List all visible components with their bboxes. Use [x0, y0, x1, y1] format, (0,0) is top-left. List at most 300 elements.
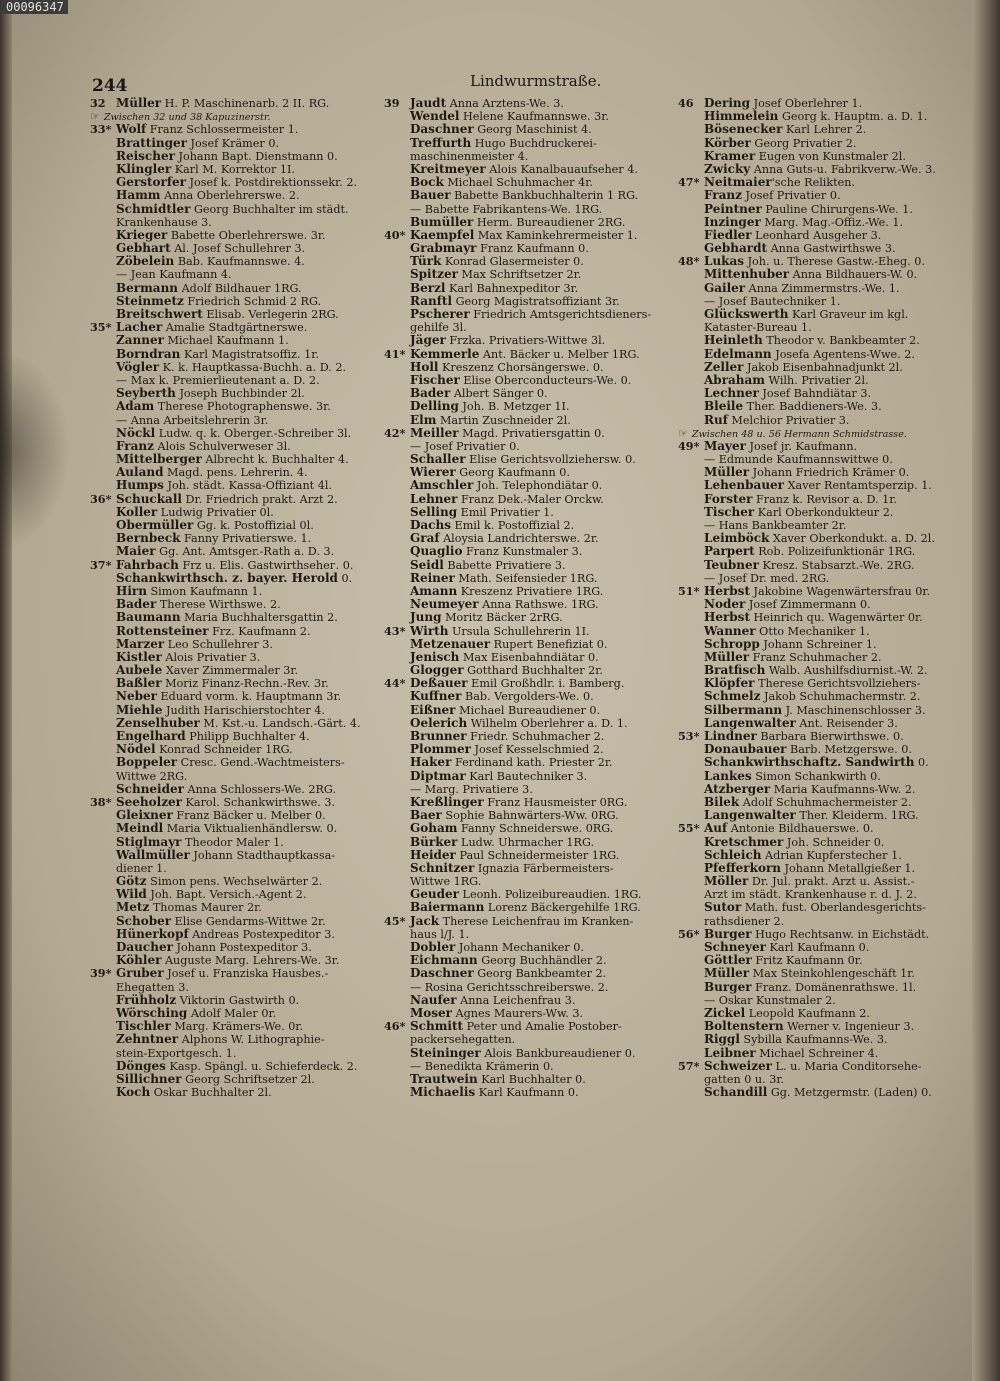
- resident-name: Deßauer: [410, 677, 468, 691]
- directory-entry: [678, 137, 970, 150]
- resident-detail: maschinenmeister 4.: [410, 149, 529, 163]
- resident-detail: Anna Schlossers-We. 2RG.: [183, 782, 337, 796]
- resident-detail: Georg Buchhändler 2.: [477, 954, 607, 968]
- resident-name: Neumeyer: [410, 598, 479, 612]
- resident-name: Brattinger: [116, 136, 187, 150]
- resident-name: Burger: [704, 927, 752, 941]
- paper-clip-shadow: [0, 350, 70, 550]
- resident-detail: Josef Bahndiätar 3.: [758, 387, 872, 401]
- directory-entry: [90, 638, 378, 651]
- resident-detail: Andreas Postexpeditor 3.: [188, 927, 335, 941]
- resident-detail: Adolf Schuhmachermeister 2.: [739, 795, 912, 809]
- resident-name: Mayer: [704, 439, 746, 453]
- resident-name: Bader: [116, 598, 157, 612]
- resident-name: Zehntner: [116, 1033, 179, 1047]
- house-number: 38*: [90, 795, 112, 809]
- resident-detail: Elise Gendarms-Wittwe 2r.: [171, 914, 326, 928]
- resident-name: Lukas: [704, 255, 745, 269]
- resident-detail: Marg. Mag.-Offiz.-We. 1.: [760, 215, 904, 229]
- resident-name: Hamm: [116, 189, 161, 203]
- resident-name: Schleich: [704, 848, 762, 862]
- resident-detail: Philipp Buchhalter 4.: [185, 730, 310, 743]
- resident-detail: Therese Wirthswe. 2.: [156, 598, 281, 612]
- directory-entry: [384, 1033, 676, 1046]
- scan-id-label: 00096347: [2, 0, 68, 14]
- resident-name: Naufer: [410, 993, 457, 1007]
- resident-name: Müller: [704, 466, 750, 480]
- house-number: 57*: [678, 1059, 700, 1073]
- directory-entry: [90, 572, 378, 585]
- resident-detail: — Oskar Kunstmaler 2.: [704, 993, 836, 1007]
- house-number: 51*: [678, 584, 700, 598]
- house-number: 37*: [90, 558, 112, 572]
- resident-detail: Leonh. Polizeibureaudien. 1RG.: [458, 888, 642, 902]
- resident-detail: Joh. B. Metzger 1I.: [458, 400, 570, 414]
- house-number: 40*: [384, 228, 406, 242]
- resident-name: Auf: [704, 822, 728, 836]
- directory-entry: [678, 822, 970, 835]
- resident-detail: Frz. Kaufmann 2.: [208, 624, 311, 638]
- house-number: 49*: [678, 439, 700, 453]
- directory-entry: [90, 809, 378, 822]
- resident-name: Bratfisch: [704, 664, 766, 678]
- directory-entry: [678, 783, 970, 796]
- resident-detail: Zwischen 48 u. 56 Hermann Schmidstrasse.: [691, 428, 907, 440]
- resident-name: Plommer: [410, 743, 471, 757]
- resident-name: Türk: [410, 255, 442, 269]
- directory-entry: [90, 730, 378, 743]
- resident-detail: Melchior Privatier 3.: [727, 413, 850, 427]
- resident-name: Eichmann: [410, 954, 478, 968]
- resident-detail: Elise Oberconducteurs-We. 0.: [459, 373, 632, 387]
- directory-entry: [384, 97, 676, 110]
- directory-entry: [384, 216, 676, 229]
- resident-name: Ruf: [704, 413, 728, 427]
- directory-entry: [90, 822, 378, 835]
- resident-detail: Pauline Chirurgens-We. 1.: [761, 202, 913, 216]
- resident-name: Hirn: [116, 584, 147, 598]
- resident-detail: Karl Kaufmann 0.: [475, 1086, 579, 1100]
- resident-name: Humps: [116, 479, 164, 493]
- resident-detail: Zwischen 32 und 38 Kapuzinerstr.: [103, 112, 271, 124]
- resident-detail: Xaver Rentamtsperzip. 1.: [784, 479, 932, 493]
- resident-detail: Konrad Schneider 1RG.: [155, 743, 293, 757]
- directory-entry: [678, 519, 970, 532]
- resident-detail: Barbara Bierwirthswe. 0.: [756, 730, 904, 743]
- resident-detail: — Josef Privatier 0.: [410, 439, 520, 453]
- resident-detail: — Anna Arbeitslehrerin 3r.: [116, 413, 269, 427]
- resident-detail: Antonie Bildhauerswe. 0.: [727, 822, 874, 836]
- resident-detail: Ant. Reisender 3.: [795, 716, 898, 730]
- resident-detail: — Rosina Gerichtsschreiberswe. 2.: [410, 980, 609, 994]
- resident-name: Kretschmer: [704, 835, 784, 849]
- resident-detail: Ehegatten 3.: [116, 980, 189, 994]
- resident-detail: Max Kaminkehrermeister 1.: [474, 228, 638, 242]
- resident-detail: 'sche Relikten.: [771, 176, 856, 190]
- directory-entry: [678, 677, 970, 690]
- resident-name: Müller: [704, 650, 750, 664]
- directory-entry: [384, 348, 676, 361]
- resident-name: Noder: [704, 598, 746, 612]
- directory-entry: [90, 994, 378, 1007]
- resident-detail: K. k. Hauptkassa-Buchh. a. D. 2.: [159, 360, 347, 374]
- house-number: 47*: [678, 176, 700, 190]
- directory-entry: [384, 427, 676, 440]
- directory-entry: [90, 796, 378, 809]
- resident-detail: stein-Exportgesch. 1.: [116, 1046, 237, 1060]
- resident-name: Kreßlinger: [410, 795, 484, 809]
- directory-entry: [678, 348, 970, 361]
- resident-detail: Cresc. Gend.-Wachtmeisters-: [177, 756, 345, 770]
- directory-entry: [384, 203, 676, 216]
- directory-entry: [678, 414, 970, 427]
- resident-name: Treffurth: [410, 136, 472, 150]
- directory-entry: [678, 189, 970, 202]
- directory-entry: [90, 611, 378, 624]
- directory-entry: [384, 888, 676, 901]
- resident-detail: Moriz Finanz-Rechn.-Rev. 3r.: [161, 677, 329, 691]
- resident-name: Körber: [704, 136, 751, 150]
- resident-name: Schankwirthschaftz. Sandwirth: [704, 756, 915, 770]
- resident-name: Dobler: [410, 941, 456, 954]
- resident-detail: Karl Magistratsoffiz. 1r.: [180, 347, 319, 361]
- resident-name: Nödel: [116, 743, 156, 757]
- resident-name: Rottensteiner: [116, 624, 209, 638]
- resident-detail: Ludw. Uhrmacher 1RG.: [457, 835, 595, 849]
- resident-detail: Therese Leichenfrau im Kranken-: [439, 914, 634, 928]
- resident-detail: Adolf Maler 0r.: [187, 1006, 277, 1020]
- directory-entry: [384, 770, 676, 783]
- directory-entry: [90, 967, 378, 980]
- directory-entry: [90, 295, 378, 308]
- resident-name: Zenselhuber: [116, 716, 200, 730]
- resident-detail: — Edmunde Kaufmannswittwe 0.: [704, 453, 893, 467]
- resident-detail: Al. Josef Schullehrer 3.: [170, 242, 306, 256]
- resident-detail: Friedr. Schuhmacher 2.: [466, 730, 605, 743]
- directory-entry: [90, 506, 378, 519]
- resident-detail: Aloysia Landrichterswe. 2r.: [439, 532, 599, 546]
- resident-detail: Michael Kaufmann 1.: [163, 334, 289, 348]
- resident-name: Schaller: [410, 453, 466, 467]
- resident-name: Tischler: [116, 1020, 171, 1034]
- directory-entry: [90, 308, 378, 321]
- directory-entry: [678, 572, 970, 585]
- pointing-hand-icon: ☞: [90, 110, 100, 124]
- resident-name: Tischer: [704, 505, 755, 519]
- resident-name: Schober: [116, 914, 172, 928]
- resident-detail: Paul Schneidermeister 1RG.: [455, 848, 620, 862]
- resident-detail: — Benedikta Krämerin 0.: [410, 1059, 554, 1073]
- directory-entry: [90, 1047, 378, 1060]
- resident-name: Zeller: [704, 360, 744, 374]
- directory-entry: [90, 928, 378, 941]
- resident-name: Gerstorfer: [116, 176, 186, 190]
- resident-detail: Eduard vorm. k. Hauptmann 3r.: [156, 690, 342, 704]
- directory-entry: [90, 479, 378, 492]
- house-number: 43*: [384, 624, 406, 638]
- resident-name: Steinmetz: [116, 294, 184, 308]
- directory-entry: [384, 163, 676, 176]
- directory-entry: [678, 506, 970, 519]
- resident-detail: Michael Schuhmacher 4r.: [443, 176, 593, 190]
- resident-detail: Math. Seifensieder 1RG.: [454, 571, 598, 585]
- directory-entry: [678, 361, 970, 374]
- directory-entry: [90, 493, 378, 506]
- directory-entry: [678, 836, 970, 849]
- directory-entry: [90, 229, 378, 242]
- resident-detail: Ther. Kleiderm. 1RG.: [795, 809, 919, 823]
- house-number: 44*: [384, 677, 406, 691]
- resident-name: Diptmar: [410, 769, 466, 783]
- directory-entry: [90, 756, 378, 769]
- resident-detail: Frz u. Elis. Gastwirthsehег. 0.: [178, 558, 354, 572]
- directory-entry: [678, 308, 970, 321]
- directory-entry: [678, 796, 970, 809]
- directory-entry: [384, 308, 676, 321]
- directory-entry: [678, 849, 970, 862]
- directory-entry: [90, 216, 378, 229]
- resident-detail: Hugo Rechtsanw. in Eichstädt.: [751, 927, 930, 941]
- directory-entry: [90, 440, 378, 453]
- resident-name: Neber: [116, 690, 157, 704]
- directory-entry: [90, 532, 378, 545]
- resident-detail: Wittwe 1RG.: [410, 875, 482, 889]
- directory-entry: [678, 1020, 970, 1033]
- resident-detail: Marg. Krämers-We. 0r.: [170, 1020, 304, 1034]
- resident-name: Adam: [116, 400, 155, 414]
- resident-name: Wierer: [410, 466, 456, 480]
- resident-detail: Kataster-Bureau 1.: [704, 321, 812, 335]
- resident-detail: Amalie Stadtgärtnerswe.: [162, 321, 308, 335]
- house-number: 39*: [90, 967, 112, 981]
- resident-detail: Xaver Oberkondukt. a. D. 2l.: [769, 532, 935, 546]
- directory-entry: [90, 1086, 378, 1099]
- directory-entry: [384, 479, 676, 492]
- resident-name: Borndran: [116, 347, 181, 361]
- resident-detail: 0.: [914, 756, 929, 770]
- resident-detail: — Hans Bankbeamter 2r.: [704, 519, 847, 532]
- resident-name: Wörsching: [116, 1006, 188, 1020]
- resident-name: Berzl: [410, 281, 446, 295]
- resident-name: Schropp: [704, 637, 760, 651]
- resident-detail: Anna Arztens-We. 3.: [446, 97, 564, 110]
- resident-detail: Ludw. q. k. Oberger.-Schreiber 3l.: [155, 426, 352, 440]
- directory-entry: [384, 783, 676, 796]
- resident-detail: Barb. Metzgerswe. 0.: [786, 743, 912, 757]
- resident-detail: Albrecht k. Buchhalter 4.: [201, 453, 349, 467]
- house-number: 32: [90, 97, 106, 110]
- resident-detail: Anna Zimmermstrs.-We. 1.: [745, 281, 900, 295]
- resident-detail: Wittwe 2RG.: [116, 769, 188, 783]
- resident-detail: Dr. Friedrich prakt. Arzt 2.: [181, 492, 338, 506]
- resident-detail: Josef Krämer 0.: [186, 136, 279, 150]
- resident-detail: M. Kst.-u. Landsch.-Gärt. 4.: [199, 716, 361, 730]
- resident-name: Himmelein: [704, 110, 779, 124]
- house-number: 55*: [678, 822, 700, 836]
- resident-name: Auland: [116, 466, 164, 480]
- resident-name: Baumann: [116, 611, 181, 625]
- resident-name: Kramer: [704, 149, 756, 163]
- resident-detail: — Babette Fabrikantens-We. 1RG.: [410, 202, 603, 216]
- resident-detail: Herm. Bureaudiener 2RG.: [473, 215, 626, 229]
- directory-entry: [678, 717, 970, 730]
- directory-entry: [678, 1007, 970, 1020]
- resident-detail: Fritz Kaufmann 0r.: [751, 954, 863, 968]
- resident-detail: — Jean Kaufmann 4.: [116, 268, 232, 282]
- resident-detail: Arzt im städt. Krankenhause r. d. J. 2.: [704, 888, 917, 902]
- directory-entry: [678, 704, 970, 717]
- resident-name: Bösenecker: [704, 123, 783, 137]
- directory-entry: [384, 849, 676, 862]
- resident-detail: Anna Rathswe. 1RG.: [478, 598, 599, 612]
- directory-entry: [384, 229, 676, 242]
- directory-entry: [90, 137, 378, 150]
- resident-name: Dönges: [116, 1059, 166, 1073]
- resident-name: Pfefferkorn: [704, 861, 781, 875]
- resident-detail: Josef k. Postdirektionssekr. 2.: [185, 176, 358, 190]
- directory-entry: [90, 361, 378, 374]
- resident-name: Eißner: [410, 703, 456, 717]
- resident-detail: Karol. Schankwirthswe. 3.: [182, 795, 336, 809]
- resident-detail: Frzka. Privatiers-Wittwe 3l.: [445, 334, 606, 348]
- directory-entry: [678, 625, 970, 638]
- resident-name: Müller: [116, 97, 162, 110]
- resident-detail: Theodor v. Bankbeamter 2.: [762, 334, 920, 348]
- resident-detail: Alphons W. Lithographie-: [178, 1033, 325, 1047]
- resident-detail: Leo Schullehrer 3.: [164, 637, 273, 651]
- resident-name: Peintner: [704, 202, 762, 216]
- resident-detail: Franz Schuhmacher 2.: [749, 650, 882, 664]
- resident-name: Zanner: [116, 334, 164, 348]
- resident-name: Riggl: [704, 1033, 740, 1047]
- resident-detail: Franz k. Revisor a. D. 1r.: [752, 492, 897, 506]
- resident-detail: Therese Photographenswe. 3r.: [154, 400, 331, 414]
- resident-detail: Maria Buchhaltersgattin 2.: [180, 611, 338, 625]
- directory-entry: [678, 1060, 970, 1073]
- resident-name: Breitschwert: [116, 308, 203, 321]
- directory-entry: [678, 611, 970, 624]
- resident-detail: Johann Bapt. Dienstmann 0.: [174, 149, 338, 163]
- resident-detail: Johann Stadthauptkassa-: [189, 848, 336, 862]
- resident-name: Jaudt: [410, 97, 447, 110]
- directory-entry: [384, 756, 676, 769]
- resident-detail: Franz Dek.-Maler Orckw.: [457, 492, 604, 506]
- resident-detail: Karl Kaufmann 0.: [766, 941, 870, 954]
- directory-entry: [384, 361, 676, 374]
- directory-entry: [678, 97, 970, 110]
- resident-detail: Josef jr. Kaufmann.: [746, 439, 858, 453]
- directory-entry: [678, 110, 970, 123]
- directory-entry: [384, 1060, 676, 1073]
- directory-entry: [384, 901, 676, 914]
- directory-entry: [678, 216, 970, 229]
- directory-entry: [678, 994, 970, 1007]
- page-right-edge: [972, 0, 1000, 1381]
- resident-name: Lechner: [704, 387, 759, 401]
- directory-entry: [90, 1060, 378, 1073]
- directory-entry: [384, 836, 676, 849]
- resident-detail: Heinrich qu. Wagenwärter 0r.: [749, 611, 923, 625]
- resident-name: Amschler: [410, 479, 474, 493]
- resident-detail: Babette Bankbuchhalterin 1 RG.: [450, 189, 639, 203]
- resident-detail: 0.: [337, 571, 353, 585]
- directory-entry: [678, 585, 970, 598]
- directory-entry: [90, 282, 378, 295]
- resident-name: Daschner: [410, 967, 474, 981]
- resident-name: Koller: [116, 505, 158, 519]
- directory-entry: [90, 901, 378, 914]
- directory-entry: [90, 915, 378, 928]
- directory-entry: [90, 189, 378, 202]
- resident-detail: Ther. Baddieners-We. 3.: [743, 400, 882, 414]
- directory-entry: [90, 559, 378, 572]
- directory-entry: [384, 941, 676, 954]
- directory-entry: [90, 334, 378, 347]
- resident-detail: Johann Schreiner 1.: [759, 637, 877, 651]
- page-binding-edge: [0, 0, 12, 1381]
- directory-entry: [90, 545, 378, 558]
- resident-detail: — Max k. Premierlieutenant a. D. 2.: [116, 373, 320, 387]
- resident-detail: Josef Privatier 0.: [741, 189, 841, 203]
- resident-name: Engelhard: [116, 730, 186, 743]
- directory-entry: [90, 427, 378, 440]
- directory-entry: [678, 163, 970, 176]
- resident-detail: Alois Privatier 3.: [161, 650, 261, 664]
- resident-detail: Agnes Maurers-Ww. 3.: [452, 1006, 584, 1020]
- resident-name: Leimböck: [704, 532, 770, 546]
- directory-entry: [90, 123, 378, 136]
- directory-entry: [678, 1086, 970, 1099]
- directory-entry: [678, 770, 970, 783]
- directory-entry: [678, 598, 970, 611]
- directory-entry: [384, 295, 676, 308]
- resident-name: Donaubauer: [704, 743, 787, 757]
- directory-entry: [678, 1047, 970, 1060]
- resident-detail: Georg Privatier 2.: [750, 136, 857, 150]
- resident-name: Schneider: [116, 782, 184, 796]
- resident-name: Atzberger: [704, 782, 771, 796]
- resident-name: Oelerich: [410, 716, 468, 730]
- resident-name: Meiller: [410, 426, 459, 440]
- directory-entry: [90, 1033, 378, 1046]
- directory-entry: [90, 783, 378, 796]
- directory-entry: [678, 295, 970, 308]
- resident-name: Göttler: [704, 954, 752, 968]
- resident-name: Lacher: [116, 321, 163, 335]
- resident-name: Schneyer: [704, 941, 766, 954]
- directory-entry: [384, 110, 676, 123]
- resident-detail: Therese Gerichtsvollziehers-: [754, 677, 921, 691]
- directory-entry: [678, 479, 970, 492]
- resident-name: Möller: [704, 875, 749, 889]
- resident-name: Wolf: [116, 123, 147, 137]
- directory-entry: [384, 453, 676, 466]
- directory-entry: [384, 321, 676, 334]
- resident-name: Zickel: [704, 1006, 746, 1020]
- resident-detail: Michael Bureaudiener 0.: [455, 703, 601, 717]
- directory-entry: [384, 1007, 676, 1020]
- directory-entry: [384, 176, 676, 189]
- house-number: 33*: [90, 123, 112, 137]
- directory-entry: [678, 493, 970, 506]
- resident-detail: Joh. Telephondiätar 0.: [473, 479, 603, 493]
- resident-detail: Johann Mechaniker 0.: [455, 941, 584, 954]
- resident-detail: — Josef Bautechniker 1.: [704, 294, 841, 308]
- directory-entry: [678, 440, 970, 453]
- resident-name: Langenwalter: [704, 809, 796, 823]
- resident-name: Fiedler: [704, 228, 752, 242]
- resident-detail: Friedrich Amtsgerichtsdieners-: [469, 308, 652, 321]
